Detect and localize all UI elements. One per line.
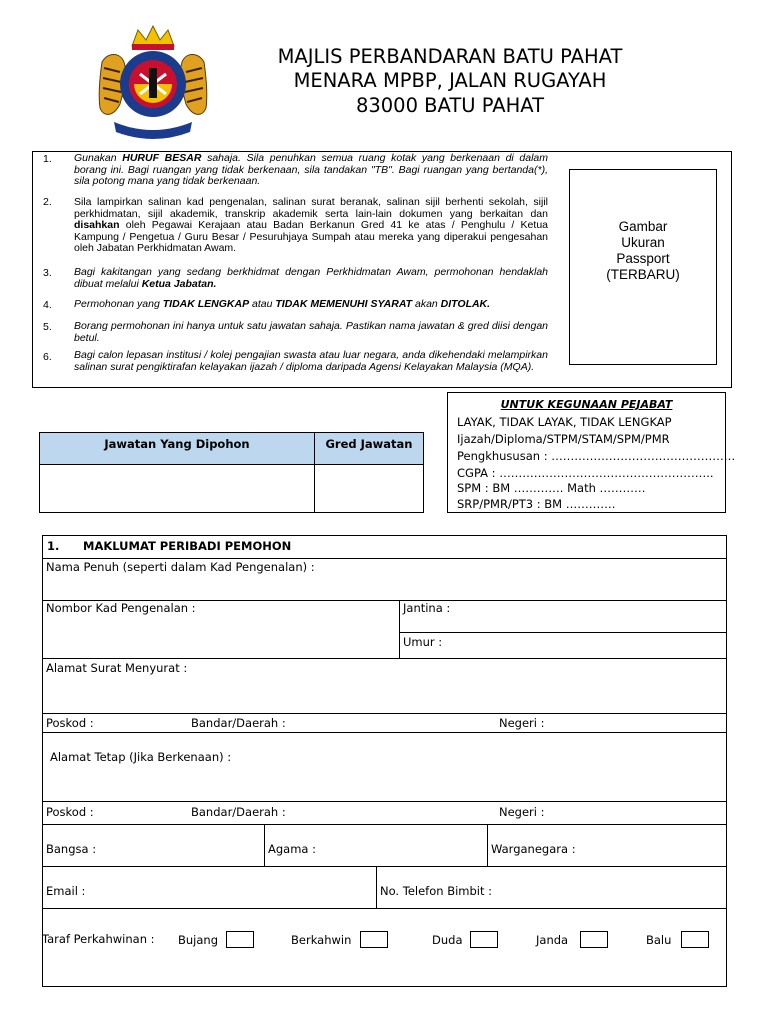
photo-label: Passport bbox=[616, 251, 670, 266]
state-label: Negeri : bbox=[499, 716, 545, 730]
office-line: Ijazah/Diploma/STPM/STAM/SPM/PMR bbox=[457, 432, 670, 446]
municipal-crest-logo bbox=[94, 22, 212, 142]
married-checkbox[interactable] bbox=[360, 931, 388, 948]
instruction-1: Gunakan HURUF BESAR sahaja. Sila penuhkan semua ruang kotak yang berkenaan di dalam borang ini. Bagi ruangan yang tidak berkenaan, sila tandakan "TB". Bagi ruangan yang bertanda(*), sila potong mana yang tidak berkenaan. bbox=[74, 152, 548, 187]
photo-label: Gambar bbox=[618, 219, 668, 234]
instruction-number: 2. bbox=[43, 196, 52, 208]
phone-label: No. Telefon Bimbit : bbox=[380, 884, 493, 898]
section-title: MAKLUMAT PERIBADI PEMOHON bbox=[83, 539, 292, 553]
age-label: Umur : bbox=[403, 635, 443, 649]
col-position-applied: Jawatan Yang Dipohon bbox=[104, 437, 250, 451]
office-line: Pengkhususan : ………………………………………… bbox=[457, 449, 736, 463]
widow-checkbox[interactable] bbox=[681, 931, 709, 948]
col-grade: Gred Jawatan bbox=[325, 437, 413, 451]
postcode-label: Poskod : bbox=[46, 716, 94, 730]
marital-option-label: Duda bbox=[432, 933, 463, 947]
office-line: SRP/PMR/PT3 : BM …………. bbox=[457, 497, 616, 511]
marital-option-label: Janda bbox=[536, 933, 569, 947]
header-postcode-city: 83000 BATU PAHAT bbox=[355, 94, 545, 117]
permanent-address-label: Alamat Tetap (Jika Berkenaan) : bbox=[50, 750, 232, 764]
city-label: Bandar/Daerah : bbox=[191, 805, 286, 819]
marital-status-label: Taraf Perkahwinan : bbox=[42, 932, 155, 946]
instruction-number: 5. bbox=[43, 321, 52, 333]
position-table bbox=[39, 432, 424, 513]
office-line: LAYAK, TIDAK LAYAK, TIDAK LENGKAP bbox=[457, 415, 672, 429]
ic-number-label: Nombor Kad Pengenalan : bbox=[46, 601, 196, 615]
office-line: SPM : BM …………. Math ………… bbox=[457, 481, 646, 495]
marital-option-label: Berkahwin bbox=[291, 933, 352, 947]
marital-option-label: Bujang bbox=[178, 933, 219, 947]
instruction-number: 1. bbox=[43, 153, 52, 165]
instruction-4: Permohonan yang TIDAK LENGKAP atau TIDAK MEMENUHI SYARAT akan DITOLAK. bbox=[74, 298, 491, 310]
office-use-title: UNTUK KEGUNAAN PEJABAT bbox=[500, 398, 673, 411]
instruction-number: 3. bbox=[43, 267, 52, 279]
marital-option-label: Balu bbox=[646, 933, 672, 947]
office-line: CGPA : ……………………………………………….. bbox=[457, 466, 714, 480]
email-label: Email : bbox=[46, 884, 86, 898]
single-checkbox[interactable] bbox=[226, 931, 254, 948]
instruction-2: Sila lampirkan salinan kad pengenalan, salinan surat beranak, salinan sijil berhenti sekolah, sijil perkhidmatan, sijil akademik, transkrip akademik serta lain-lain dokumen yang berkaitan dan disahkan oleh Pegawai Kerajaan atau Badan Berkanun Gred 41 ke atas / Penghulu / Ketua Kampung / Pengetua / Guru Besar / Pesuruhjaya Sumpah atau mereka yang diperakui pengesahan oleh Jabatan Perkhidmatan Awam. bbox=[74, 196, 548, 254]
city-label: Bandar/Daerah : bbox=[191, 716, 286, 730]
divorcee-checkbox[interactable] bbox=[580, 931, 608, 948]
instruction-number: 6. bbox=[43, 351, 52, 363]
section-number: 1. bbox=[47, 539, 60, 553]
grade-input[interactable] bbox=[315, 465, 423, 512]
office-use-box bbox=[447, 392, 736, 513]
widower-checkbox[interactable] bbox=[470, 931, 498, 948]
instruction-6: Bagi calon lepasan institusi / kolej pengajian swasta atau luar negara, anda dikehendaki melampirkan salinan surat pengiktirafan kelayakan ijazah / diploma daripada Agensi Kelayakan Malaysia (MQA). bbox=[74, 349, 548, 373]
personal-info-form bbox=[42, 535, 727, 987]
postcode-label: Poskod : bbox=[46, 805, 94, 819]
instruction-number: 4. bbox=[43, 299, 52, 311]
instruction-5: Borang permohonan ini hanya untuk satu jawatan sahaja. Pastikan nama jawatan & gred diisi dengan betul. bbox=[74, 320, 548, 344]
state-label: Negeri : bbox=[499, 805, 545, 819]
passport-photo-box[interactable] bbox=[569, 169, 717, 365]
photo-label: (TERBARU) bbox=[606, 267, 680, 282]
religion-label: Agama : bbox=[268, 842, 316, 856]
photo-label: Ukuran bbox=[621, 235, 665, 250]
citizenship-label: Warganegara : bbox=[491, 842, 576, 856]
position-input[interactable] bbox=[40, 465, 314, 512]
full-name-label: Nama Penuh (seperti dalam Kad Pengenalan) : bbox=[46, 560, 315, 574]
gender-label: Jantina : bbox=[403, 601, 451, 615]
instruction-3: Bagi kakitangan yang sedang berkhidmat dengan Perkhidmatan Awam, permohonan hendaklah dibuat melalui Ketua Jabatan. bbox=[74, 266, 548, 290]
mailing-address-label: Alamat Surat Menyurat : bbox=[46, 661, 188, 675]
header-address: MENARA MPBP, JALAN RUGAYAH bbox=[293, 69, 607, 92]
header-title: MAJLIS PERBANDARAN BATU PAHAT bbox=[277, 45, 623, 68]
race-label: Bangsa : bbox=[46, 842, 97, 856]
